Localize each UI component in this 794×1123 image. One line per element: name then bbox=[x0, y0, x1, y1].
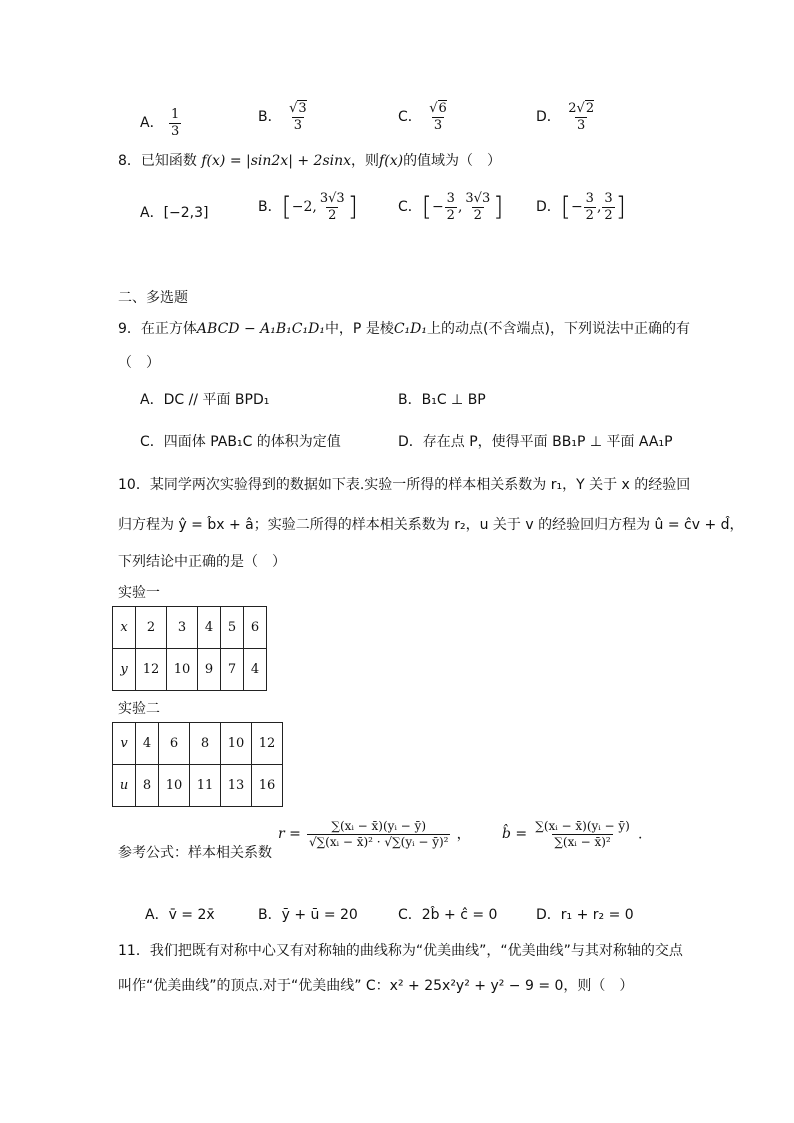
table-cell: 2 bbox=[136, 607, 167, 649]
q11-line1: 11．我们把既有对称中心又有对称轴的曲线称为“优美曲线”，“优美曲线”与其对称轴的交点 bbox=[118, 943, 683, 959]
q9-option-d: D．存在点 P，使得平面 BB₁P ⊥ 平面 AA₁P bbox=[398, 434, 673, 450]
table2-caption: 实验二 bbox=[118, 701, 160, 717]
q8-option-c: C．[− $\frac{3}{2}$ , $\frac{3√3}{2}$ ] bbox=[398, 191, 504, 223]
table-experiment-2 bbox=[112, 722, 283, 807]
table-cell: 13 bbox=[221, 765, 252, 807]
q9-stem: 9．在正方体ABCD − A₁B₁C₁D₁中，P 是棱C₁D₁上的动点(不含端点)，下列说法中正确的有 bbox=[118, 321, 690, 337]
formula-label: 参考公式：样本相关系数 bbox=[118, 845, 272, 861]
table-cell: 16 bbox=[252, 765, 283, 807]
table-cell: 8 bbox=[190, 723, 221, 765]
table-cell: v bbox=[113, 723, 136, 765]
table-cell: 10 bbox=[159, 765, 190, 807]
r-formula: r = $\frac{\text{∑(xᵢ − x̄)(yᵢ − ȳ)}}{\text{√∑(xᵢ − x̄)² · √∑(yᵢ − ȳ)²}}$ ， bbox=[278, 819, 471, 849]
q10-option-a: A．v̄ = 2x̄ bbox=[145, 907, 215, 923]
table-cell: 4 bbox=[244, 649, 267, 691]
q9-option-a: A．DC // 平面 BPD₁ bbox=[140, 392, 270, 408]
q9-option-c: C．四面体 PAB₁C 的体积为定值 bbox=[140, 434, 341, 450]
q7-option-a: A． $\frac{1}{3}$ bbox=[140, 107, 180, 139]
table-cell: 9 bbox=[198, 649, 221, 691]
table-experiment-1 bbox=[112, 606, 267, 691]
q10-line2: 归方程为 ŷ = b̂x + â；实验二所得的样本相关系数为 r₂，u 关于 v 的经验回归方程为 û = ĉv + d̂， bbox=[118, 517, 744, 533]
table1-caption: 实验一 bbox=[118, 585, 160, 601]
q8-option-d: D．[− $\frac{3}{2}$ , $\frac{3}{2}$ ] bbox=[536, 191, 626, 223]
section-title: 二、多选题 bbox=[118, 290, 188, 306]
table-cell: 4 bbox=[198, 607, 221, 649]
q10-line1: 10．某同学两次实验得到的数据如下表.实验一所得的样本相关系数为 r₁，Y 关于 x 的经验回 bbox=[118, 477, 691, 493]
b-formula: b̂ = $\frac{\text{∑(xᵢ − x̄)(yᵢ − ȳ)}}{\text{∑(xᵢ − x̄)²}}$ . bbox=[502, 819, 643, 849]
q10-option-d: D．r₁ + r₂ = 0 bbox=[536, 907, 634, 923]
q10-option-c: C．2b̂ + ĉ = 0 bbox=[398, 907, 498, 923]
q8-option-b: B．[−2, $\frac{3√3}{2}$ ] bbox=[258, 191, 358, 223]
q8-option-a: A．[−2,3] bbox=[140, 205, 209, 221]
table-cell: y bbox=[113, 649, 136, 691]
q11-line2: 叫作“优美曲线”的顶点.对于“优美曲线” C：x² + 25x²y² + y² − 9 = 0，则（ ） bbox=[118, 978, 634, 994]
table-cell: 8 bbox=[136, 765, 159, 807]
table-cell: x bbox=[113, 607, 136, 649]
q10-option-b: B．ȳ + ū = 20 bbox=[258, 907, 358, 923]
q7-option-c: C． $\frac{√6}{3}$ bbox=[398, 101, 447, 133]
table-cell: 7 bbox=[221, 649, 244, 691]
q7-option-b: B． $\frac{√3}{3}$ bbox=[258, 101, 307, 133]
table-cell: 11 bbox=[190, 765, 221, 807]
table-cell: 6 bbox=[159, 723, 190, 765]
table-cell: 10 bbox=[221, 723, 252, 765]
table-cell: 6 bbox=[244, 607, 267, 649]
q9-paren: （ ） bbox=[118, 355, 160, 371]
table-cell: 5 bbox=[221, 607, 244, 649]
table-cell: 4 bbox=[136, 723, 159, 765]
table-cell: u bbox=[113, 765, 136, 807]
q10-line3: 下列结论中正确的是（ ） bbox=[118, 554, 286, 570]
q7-option-d: D． $\frac{2√2}{3}$ bbox=[536, 101, 595, 133]
q8-stem: 8．已知函数 f(x) = |sin2x| + 2sinx，则f(x)的值域为（ ） bbox=[118, 153, 502, 169]
table-cell: 12 bbox=[252, 723, 283, 765]
table-cell: 3 bbox=[167, 607, 198, 649]
q9-option-b: B．B₁C ⊥ BP bbox=[398, 392, 486, 408]
table-cell: 10 bbox=[167, 649, 198, 691]
table-cell: 12 bbox=[136, 649, 167, 691]
